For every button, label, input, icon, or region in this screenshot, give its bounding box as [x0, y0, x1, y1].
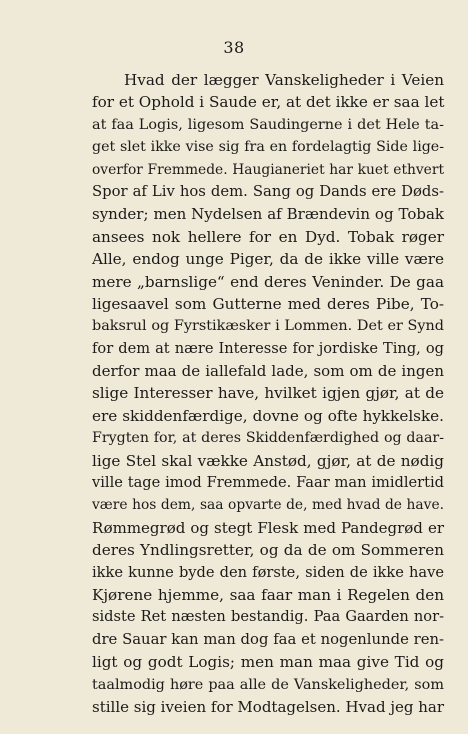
text-line: synder; men Nydelsen af Brændevin og Tobak — [92, 205, 444, 224]
text-line: Frygten for, at deres Skiddenfærdighed og daar- — [92, 430, 444, 447]
page-number: 38 — [223, 38, 245, 57]
text-line: ville tage imod Fremmede. Faar man imidlertid — [92, 474, 444, 492]
text-line: lige Stel skal vække Anstød, gjør, at de nødig — [92, 451, 444, 470]
text-line: derfor maa de iallefald lade, som om de ingen — [92, 362, 444, 381]
text-line: dre Sauar kan man dog faa et nogenlunde ren- — [92, 630, 444, 648]
text-line: for et Ophold i Saude er, at det ikke er saa let — [92, 93, 445, 112]
text-line: get slet ikke vise sig fra en fordelagtig Side lige- — [92, 139, 444, 156]
text-line: overfor Fremmede. Haugianeriet har kuet ethvert — [92, 161, 444, 178]
text-line: ere skiddenfærdige, dovne og ofte hykkelske. — [92, 406, 444, 425]
body-text — [92, 69, 444, 718]
text-line: at faa Logis, ligesom Saudingerne i det Hele ta- — [92, 116, 444, 133]
text-line: slige Interesser have, hvilket igjen gjør, at de — [92, 384, 444, 403]
text-line: Rømmegrød og stegt Flesk med Pandegrød er — [92, 518, 444, 537]
text-line: for dem at nære Interesse for jordiske Ting, og — [92, 339, 444, 357]
text-line: ligt og godt Logis; men man maa give Tid og — [92, 653, 444, 672]
text-line: taalmodig høre paa alle de Vanskeligheder, som — [92, 676, 444, 693]
text-line: Spor af Liv hos dem. Sang og Dands ere Døds- — [92, 182, 444, 200]
text-line: Alle, endog unge Piger, da de ikke ville være — [92, 250, 444, 269]
text-line: ligesaavel som Gutterne med deres Pibe, To- — [92, 294, 444, 313]
text-line: mere „barnslige“ end deres Veninder. De gaa — [92, 272, 444, 291]
text-line: Kjørene hjemme, saa faar man i Regelen den — [92, 585, 444, 604]
text-line: være hos dem, saa opvarte de, med hvad de have. — [92, 497, 444, 514]
text-line: ansees nok hellere for en Dyd. Tobak røger — [92, 227, 444, 246]
text-line: Hvad der lægger Vanskeligheder i Veien — [124, 71, 444, 89]
text-line: baksrul og Fyrstikæsker i Lommen. Det er Synd — [92, 318, 444, 335]
text-line: stille sig iveien for Modtagelsen. Hvad jeg har — [92, 697, 444, 716]
text-line: sidste Ret næsten bestandig. Paa Gaarden nor- — [92, 608, 444, 626]
text-line: deres Yndlingsretter, og da de om Sommeren — [92, 541, 444, 560]
text-line: ikke kunne byde den første, siden de ikke have — [92, 563, 444, 581]
